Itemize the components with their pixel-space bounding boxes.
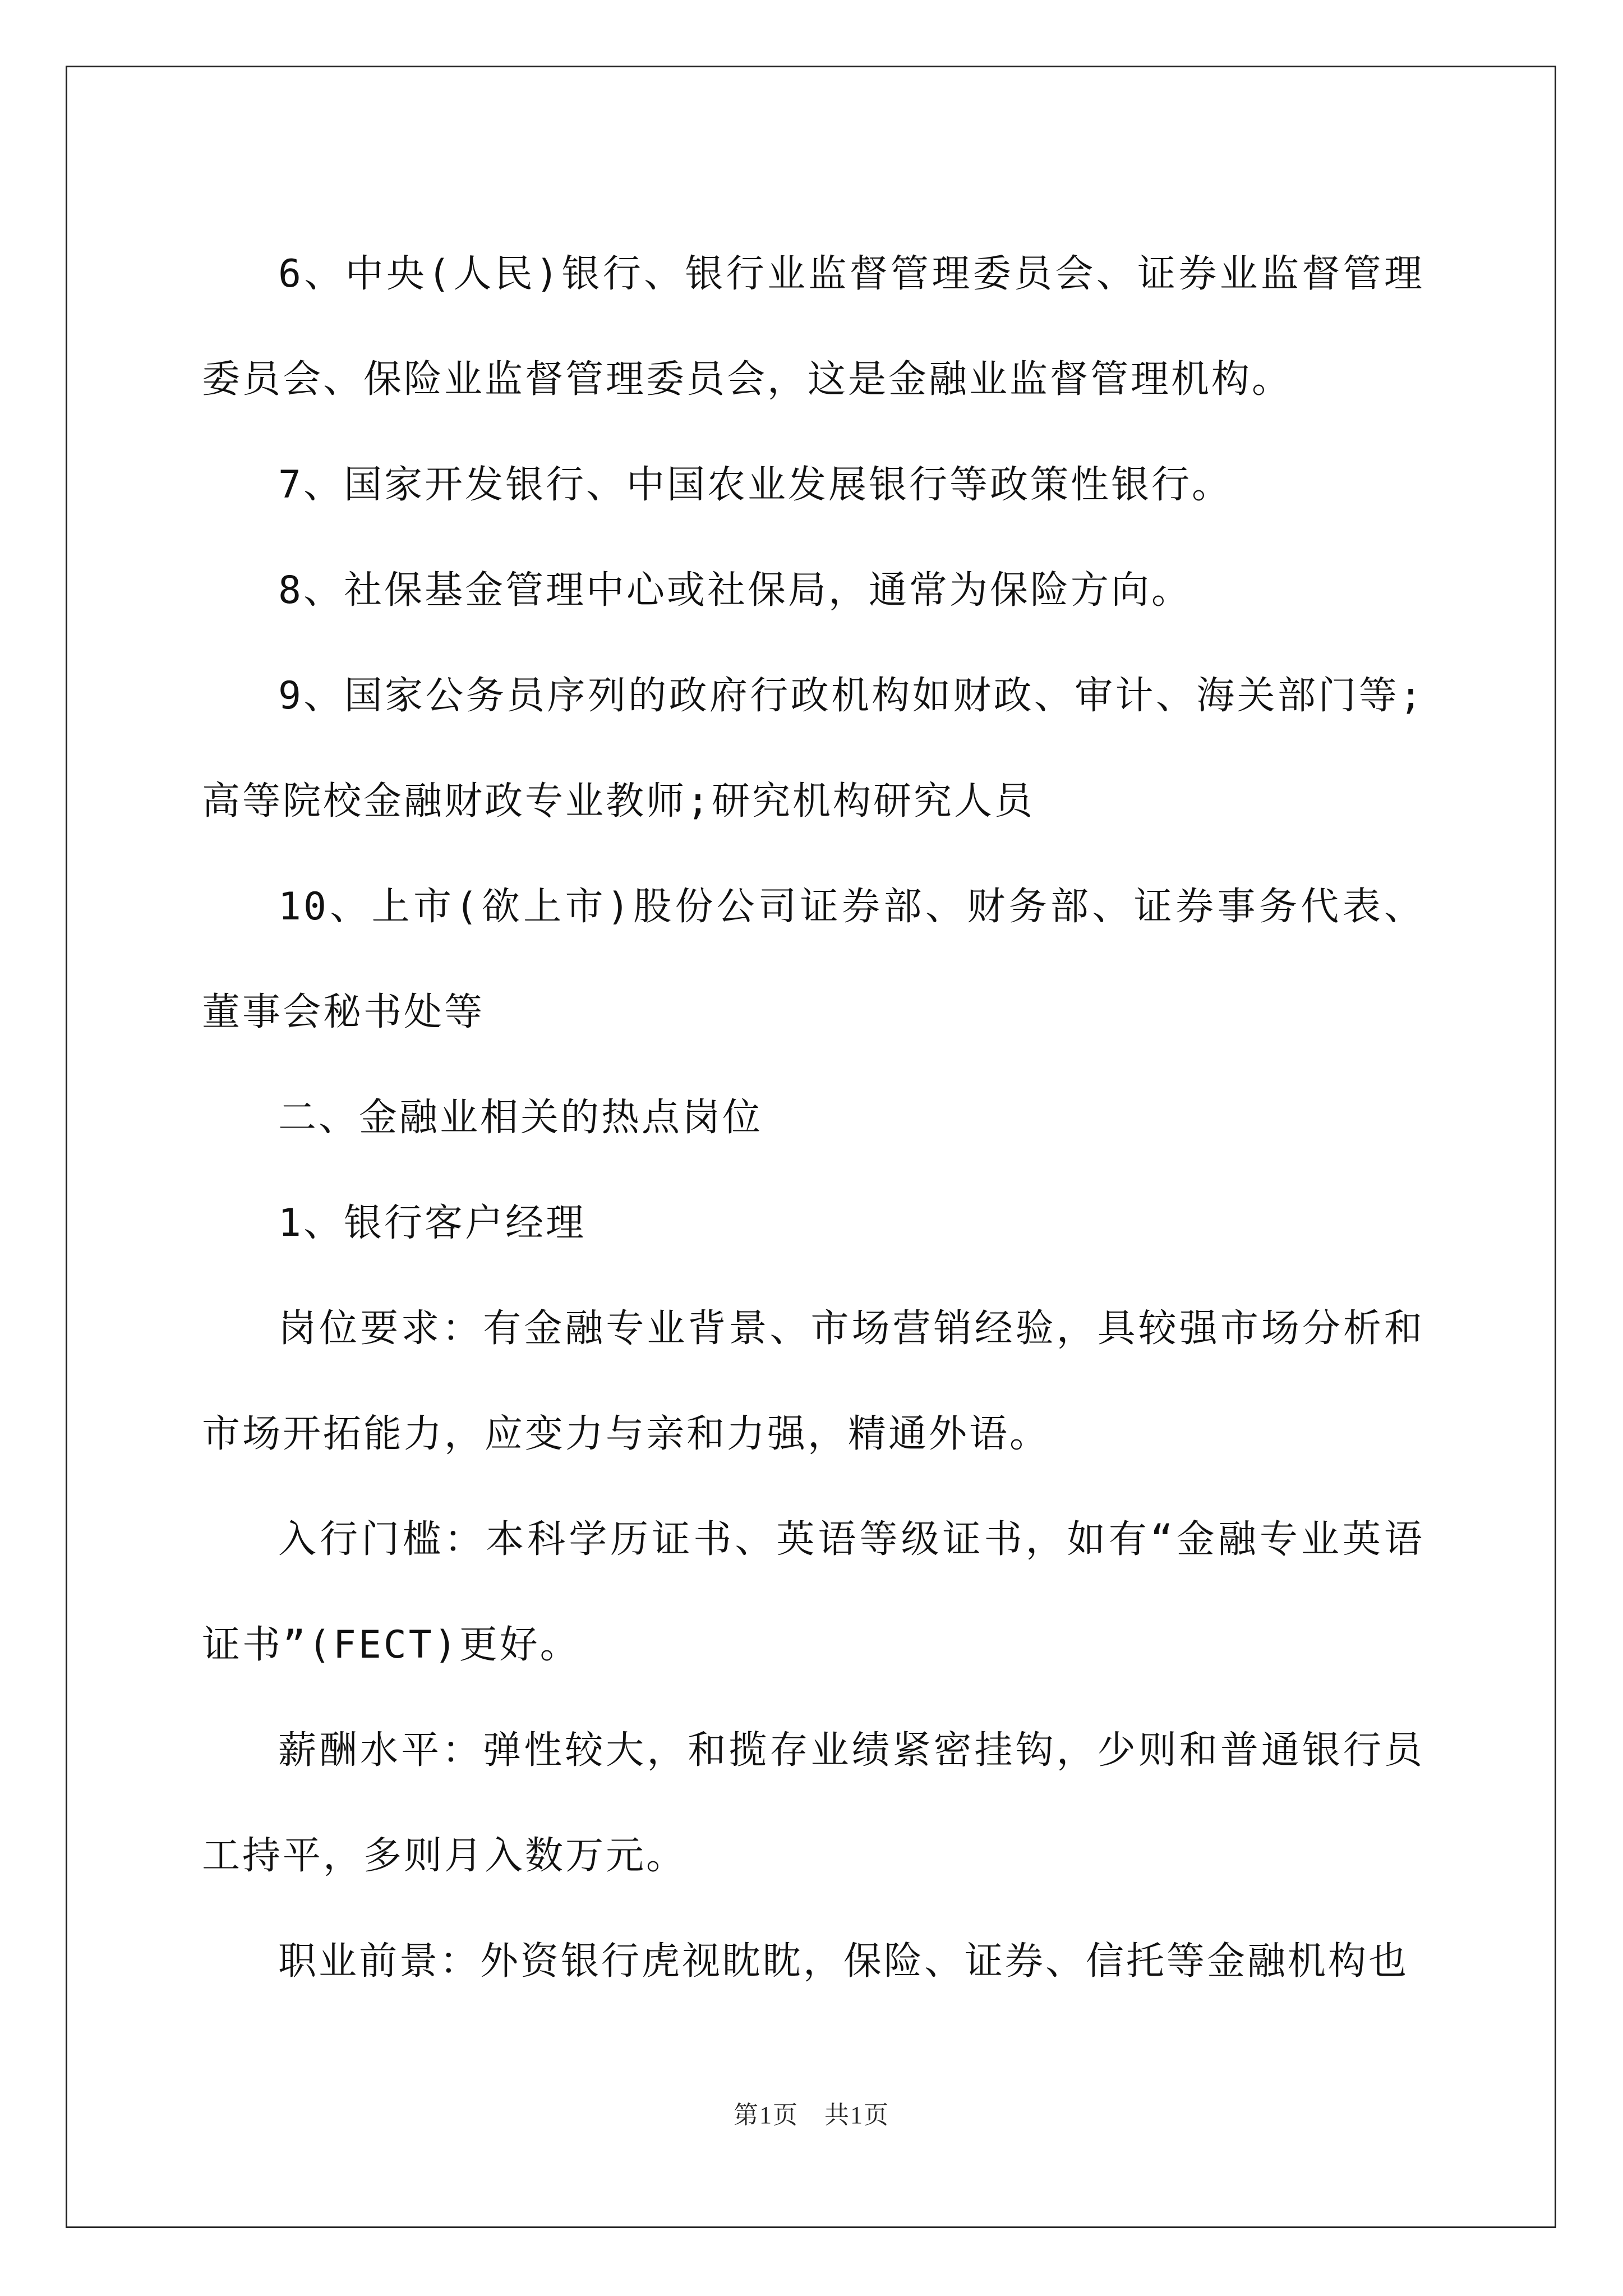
subsection-heading: 1、银行客户经理 xyxy=(278,1201,586,1245)
paragraph-career-prospect: 职业前景：外资银行虎视眈眈，保险、证券、信托等金融机构也 xyxy=(278,1939,1409,1984)
paragraph-salary: 薪酬水平：弹性较大，和揽存业绩紧密挂钩，少则和普通银行员工持平，多则月入数万元。 xyxy=(202,1728,1424,1878)
page-number: 第1页 共1页 xyxy=(734,2101,889,2129)
paragraph-2: 7、国家开发银行、中国农业发展银行等政策性银行。 xyxy=(278,463,1232,507)
paragraph-5: 10、上市(欲上市)股份公司证券部、财务部、证券事务代表、董事会秘书处等 xyxy=(202,885,1424,1034)
paragraph-3: 8、社保基金管理中心或社保局，通常为保险方向。 xyxy=(278,568,1192,613)
paragraph-requirements: 岗位要求：有金融专业背景、市场营销经验，具较强市场分析和市场开拓能力，应变力与亲和力强，精通外语。 xyxy=(202,1306,1424,1456)
paragraph-entry-threshold: 入行门槛：本科学历证书、英语等级证书，如有“金融专业英语证书”(FECT)更好。 xyxy=(202,1517,1424,1667)
paragraph-4: 9、国家公务员序列的政府行政机构如财政、审计、海关部门等;高等院校金融财政专业教师;研究机构研究人员 xyxy=(202,674,1424,823)
document-body xyxy=(202,222,1424,2014)
section-heading: 二、金融业相关的热点岗位 xyxy=(278,1096,763,1140)
paragraph-1: 6、中央(人民)银行、银行业监督管理委员会、证券业监督管理委员会、保险业监督管理委员会，这是金融业监督管理机构。 xyxy=(202,252,1424,402)
